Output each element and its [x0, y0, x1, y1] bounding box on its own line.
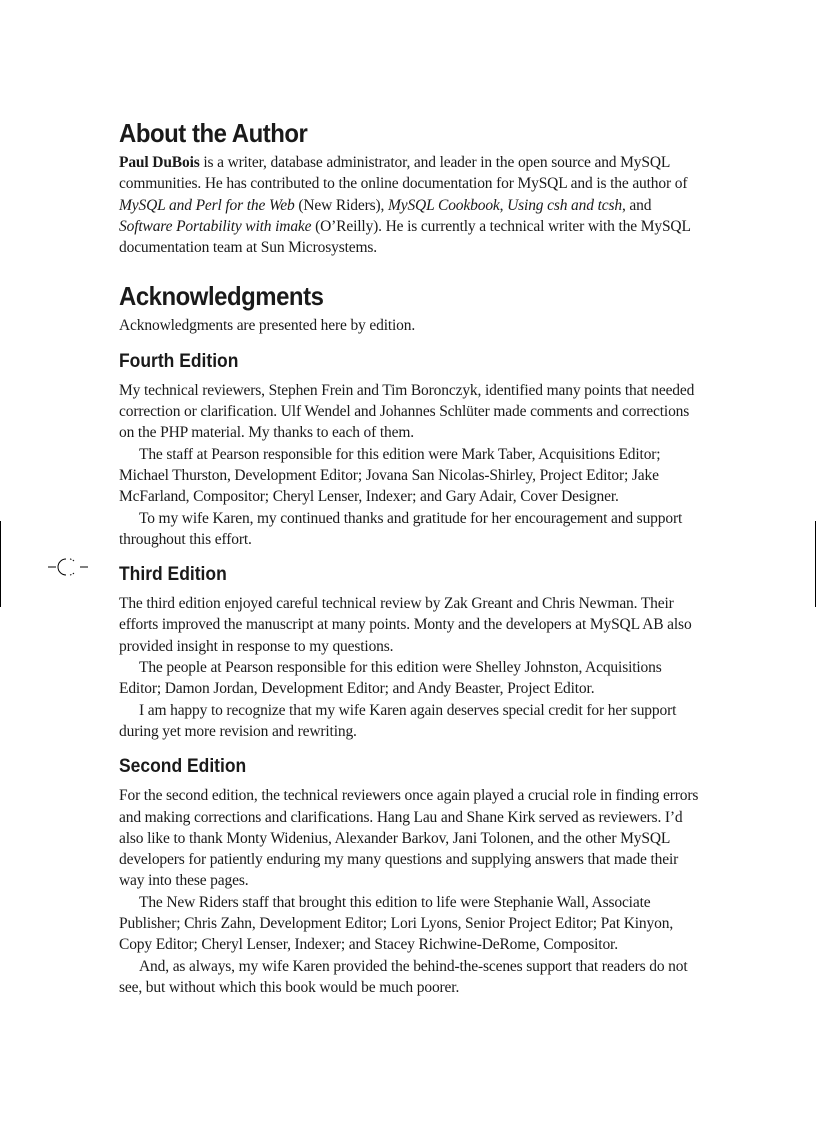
about-author-paragraph: Paul DuBois is a writer, database administrator, and leader in the open source and MySQL communities. He has contributed to the online documentation for MySQL and is the author of MySQL and Perl for the Web (New Riders), MySQL Cookbook, Using csh and tcsh, and Software Portability with imake (O’Reilly). He is currently a technical writer with the MySQL documentation team at Sun Microsystems. [119, 154, 691, 257]
edition-paragraph: My technical reviewers, Stephen Frein and Tim Boronczyk, identified many points that needed correction or clarification. Ulf Wendel and Johannes Schlüter made comments and corrections on the PHP material. My thanks to each of them. [119, 381, 695, 442]
crop-mark-left [0, 521, 1, 607]
edition-section-fourth [119, 351, 699, 550]
author-name: Paul DuBois [119, 154, 200, 171]
book-title: Using csh and tcsh [507, 196, 622, 214]
edition-paragraph: The people at Pearson responsible for this edition were Shelley Johnston, Acquisitions Editor; Damon Jordan, Development Editor; and Andy Beaster, Project Editor. [119, 659, 662, 698]
acknowledgments-section [119, 281, 699, 336]
book-title: Software Portability with imake [119, 217, 312, 235]
about-author-section [119, 118, 699, 258]
book-title: MySQL Cookbook [387, 196, 500, 214]
edition-paragraph: For the second edition, the technical reviewers once again played a crucial role in finding errors and making corrections and clarifications. Hang Lau and Shane Kirk served as reviewers. I’d also like to thank Monty Widenius, Alexander Barkov, Jani Tolonen, and the other MySQL developers for patiently enduring my many questions and supplying answers that made their way into these pages. [119, 787, 699, 890]
registration-mark-icon [48, 555, 88, 579]
edition-heading: Fourth Edition [119, 350, 239, 372]
acknowledgments-intro: Acknowledgments are presented here by edition. [119, 317, 416, 335]
page-content [119, 118, 699, 1012]
edition-paragraph: The staff at Pearson responsible for this edition were Mark Taber, Acquisitions Editor; Michael Thurston, Development Editor; Jovana San Nicolas-Shirley, Project Editor; Jake McFarland, Compositor; Cheryl Lenser, Indexer; and Gary Adair, Cover Designer. [119, 445, 661, 506]
edition-heading: Third Edition [119, 564, 227, 586]
about-author-heading: About the Author [119, 118, 308, 148]
book-title: MySQL and Perl for the Web [119, 196, 295, 214]
edition-section-second [119, 756, 699, 998]
edition-paragraph: The New Riders staff that brought this edition to life were Stephanie Wall, Associate Publisher; Chris Zahn, Development Editor; Lori Lyons, Senior Project Editor; Pat Kinyon, Copy Editor; Cheryl Lenser, Indexer; and Stacey Richwine-DeRome, Compositor. [119, 893, 674, 954]
edition-paragraph: And, as always, my wife Karen provided the behind-the-scenes support that readers do not see, but without which this book would be much poorer. [119, 957, 688, 996]
edition-paragraph: I am happy to recognize that my wife Karen again deserves special credit for her support during yet more revision and rewriting. [119, 701, 677, 740]
edition-section-third [119, 564, 699, 742]
edition-paragraph: To my wife Karen, my continued thanks and gratitude for her encouragement and support throughout this effort. [119, 509, 683, 548]
acknowledgments-heading: Acknowledgments [119, 281, 324, 312]
edition-heading: Second Edition [119, 756, 247, 778]
edition-paragraph: The third edition enjoyed careful technical review by Zak Greant and Chris Newman. Their efforts improved the manuscript at many points. Monty and the developers at MySQL AB also provided insight in response to my questions. [119, 595, 692, 655]
